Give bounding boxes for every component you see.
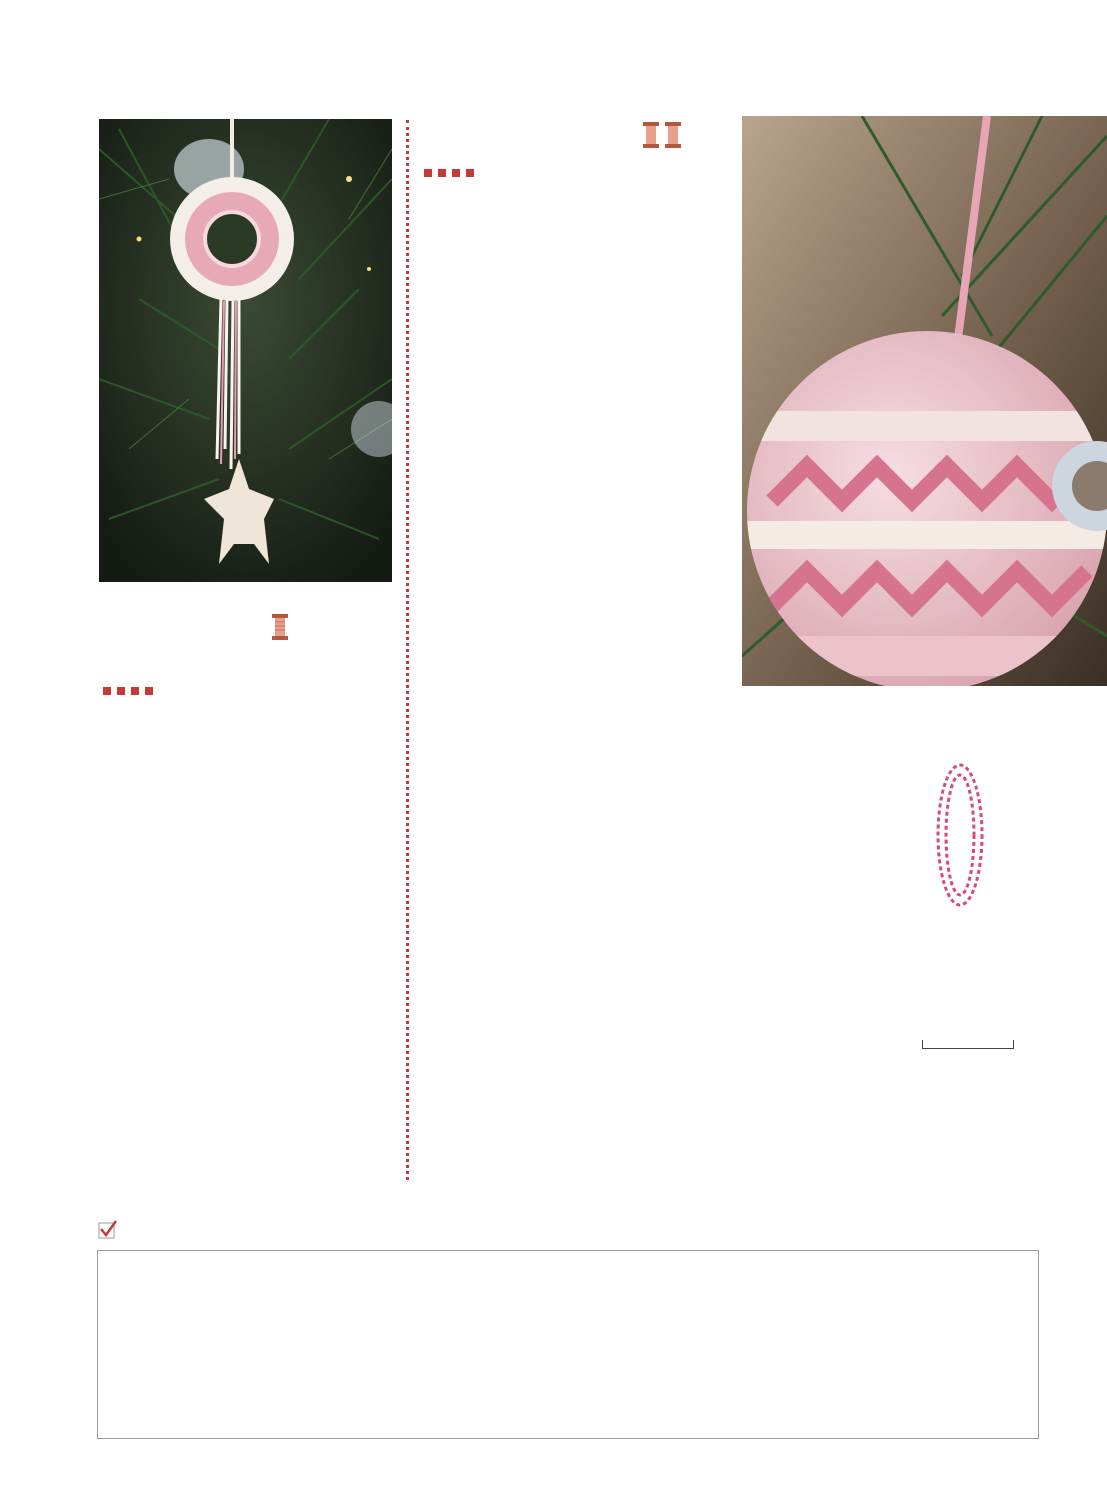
bola-text-block <box>421 162 714 186</box>
coronas-material-paragraph <box>100 680 392 704</box>
anilla-diagram <box>930 758 990 918</box>
bullet-icon <box>131 687 139 695</box>
crochet-chart <box>425 750 865 1195</box>
bullet-icon <box>424 169 432 177</box>
punto-jacquard-steps <box>97 1250 1039 1439</box>
repetir-bracket <box>922 1040 1014 1049</box>
dotted-divider <box>406 120 409 1180</box>
bullet-icon <box>438 169 446 177</box>
spool-icon <box>641 121 685 154</box>
coronas-photo <box>99 119 392 582</box>
bullet-icon <box>466 169 474 177</box>
bullet-icon <box>117 687 125 695</box>
spool-icon <box>270 613 290 646</box>
bullet-icon <box>103 687 111 695</box>
bullet-icon <box>452 169 460 177</box>
bullet-icon <box>145 687 153 695</box>
checkmark-icon <box>98 1220 118 1245</box>
coronas-text-block <box>100 680 392 704</box>
crochet-chart-svg <box>425 750 865 1195</box>
bola-material-paragraph <box>421 162 714 186</box>
bola-photo <box>742 116 1107 686</box>
jacquard-grid <box>922 957 1032 1042</box>
